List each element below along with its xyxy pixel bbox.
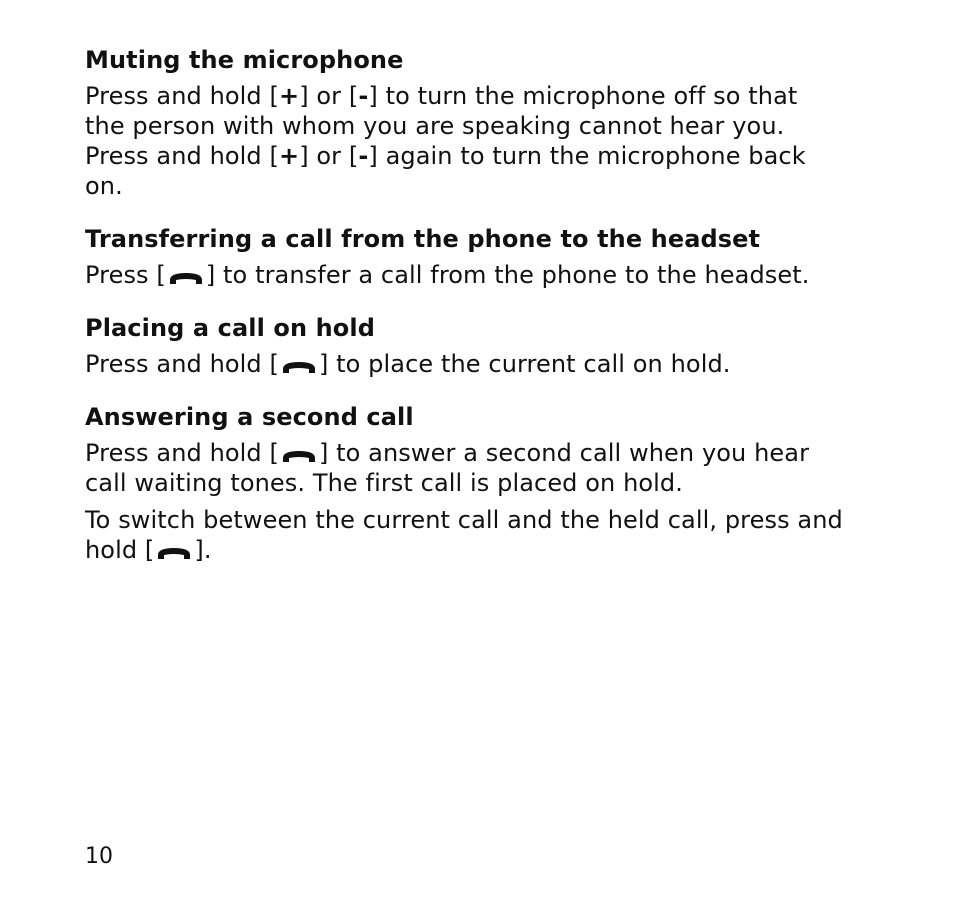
minus-key-label: - [358, 82, 369, 110]
plus-key-label: + [278, 82, 300, 110]
section-call-on-hold [85, 312, 885, 379]
manual-page [85, 44, 885, 587]
text-run: ] to transfer a call from the phone to the headset. [205, 261, 810, 289]
paragraph [85, 349, 885, 379]
text-run: To switch between the current call and the held call, press and [85, 506, 843, 534]
phone-handset-icon [280, 445, 318, 465]
text-run: Press and hold [ [85, 439, 279, 467]
text-run: hold [ [85, 536, 155, 564]
section-muting-microphone [85, 44, 885, 201]
section-heading: Transferring a call from the phone to the headset [85, 225, 761, 253]
text-run: Press and hold [ [85, 350, 279, 378]
text-run: ] to answer a second call when you hear [318, 439, 810, 467]
paragraph [85, 260, 885, 290]
section-heading: Answering a second call [85, 403, 414, 431]
paragraph [85, 505, 885, 565]
text-run: on. [85, 172, 123, 200]
text-run: ] again to turn the microphone back [368, 142, 806, 170]
text-run: Press and hold [ [85, 82, 279, 110]
paragraph [85, 438, 885, 498]
text-run: ] or [ [299, 142, 359, 170]
text-run: Press [ [85, 261, 166, 289]
text-run: ] to place the current call on hold. [318, 350, 731, 378]
section-answering-second-call [85, 401, 885, 565]
page-number: 10 [85, 844, 113, 869]
text-run: the person with whom you are speaking cannot hear you. [85, 112, 785, 140]
text-run: ]. [194, 536, 212, 564]
text-run: call waiting tones. The first call is placed on hold. [85, 469, 683, 497]
section-transferring-call [85, 223, 885, 290]
phone-handset-icon [155, 542, 193, 562]
minus-key-label: - [358, 142, 369, 170]
section-heading: Placing a call on hold [85, 314, 375, 342]
section-heading: Muting the microphone [85, 46, 404, 74]
text-run: ] or [ [299, 82, 359, 110]
phone-handset-icon [167, 267, 205, 287]
text-run: Press and hold [ [85, 142, 279, 170]
phone-handset-icon [280, 356, 318, 376]
plus-key-label: + [278, 142, 300, 170]
paragraph [85, 81, 885, 201]
text-run: ] to turn the microphone off so that [368, 82, 798, 110]
